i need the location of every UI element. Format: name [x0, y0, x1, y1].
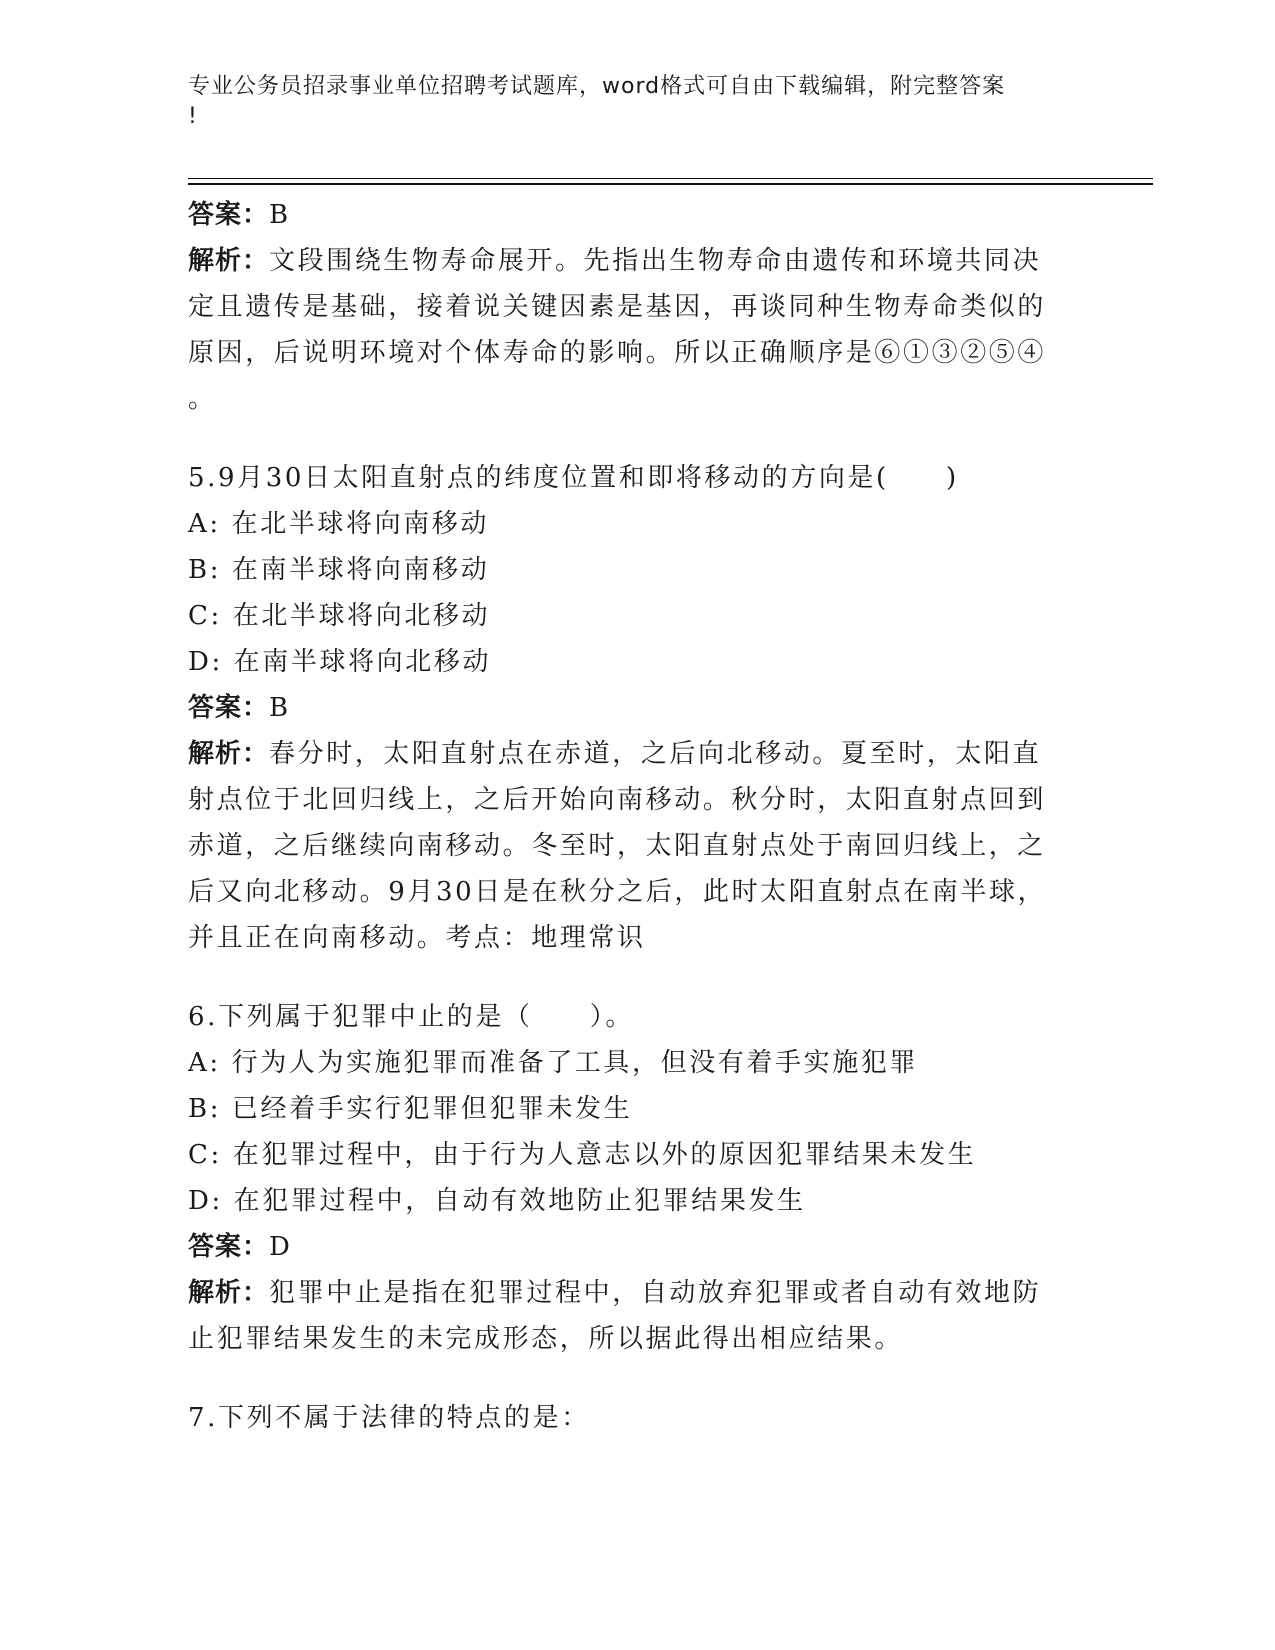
answer-value: D [269, 1232, 293, 1262]
q5-analysis-line-5: 并且正在向南移动。考点：地理常识 [188, 923, 646, 953]
q4-analysis-line-4: 。 [188, 384, 217, 414]
q6-option-b: B: 已经着手实行犯罪但犯罪未发生 [188, 1094, 633, 1124]
q5-option-a: A: 在北半球将向南移动 [188, 509, 490, 539]
q6-answer [188, 1224, 1068, 1270]
q5-answer [188, 685, 1068, 731]
q5-analysis-line-1 [188, 731, 1068, 777]
q6-question: 6.下列属于犯罪中止的是（ ）。 [188, 1002, 635, 1032]
q4-analysis-line-2: 定且遗传是基础，接着说关键因素是基因，再谈同种生物寿命类似的 [188, 292, 1047, 322]
analysis-label: 解析： [188, 739, 270, 769]
q5-analysis-line-2: 射点位于北回归线上，之后开始向南移动。秋分时，太阳直射点回到 [188, 785, 1047, 815]
q6-option-c: C: 在犯罪过程中，由于行为人意志以外的原因犯罪结果未发生 [188, 1140, 977, 1170]
analysis-label: 解析： [188, 1278, 270, 1308]
q6-option-a: A: 行为人为实施犯罪而准备了工具，但没有着手实施犯罪 [188, 1048, 919, 1078]
q6-analysis-line-2: 止犯罪结果发生的未完成形态，所以据此得出相应结果。 [188, 1324, 904, 1354]
analysis-label: 解析： [188, 246, 270, 276]
q4-analysis-line-3: 原因，后说明环境对个体寿命的影响。所以正确顺序是⑥①③②⑤④ [188, 338, 1047, 368]
q5-analysis-line-3: 赤道，之后继续向南移动。冬至时，太阳直射点处于南回归线上，之 [188, 831, 1047, 861]
analysis-text: 春分时，太阳直射点在赤道，之后向北移动。夏至时，太阳直 [269, 739, 1042, 769]
q5-option-d: D: 在南半球将向北移动 [188, 647, 492, 677]
answer-label: 答案： [188, 693, 270, 723]
answer-label: 答案： [188, 1232, 270, 1262]
answer-label: 答案： [188, 200, 270, 230]
q5-option-b: B: 在南半球将向南移动 [188, 555, 490, 585]
q6-option-d: D: 在犯罪过程中，自动有效地防止犯罪结果发生 [188, 1186, 806, 1216]
header-line-2: ! [188, 104, 198, 129]
q4-analysis-line-1 [188, 238, 1068, 284]
header-rule-thin [188, 178, 1153, 179]
q6-analysis-line-1 [188, 1270, 1068, 1316]
analysis-text: 犯罪中止是指在犯罪过程中，自动放弃犯罪或者自动有效地防 [269, 1278, 1042, 1308]
page-content [188, 192, 1068, 1441]
q5-question: 5.9月30日太阳直射点的纬度位置和即将移动的方向是( ) [188, 463, 959, 493]
header-line-1: 专业公务员招录事业单位招聘考试题库，word格式可自由下载编辑，附完整答案 [188, 74, 1006, 99]
header-rule-thick [188, 183, 1153, 185]
page-header [188, 72, 1068, 132]
answer-value: B [269, 200, 291, 230]
answer-value: B [269, 693, 291, 723]
analysis-text: 文段围绕生物寿命展开。先指出生物寿命由遗传和环境共同决 [269, 246, 1042, 276]
q7-question: 7.下列不属于法律的特点的是： [188, 1403, 590, 1433]
q5-option-c: C: 在北半球将向北移动 [188, 601, 491, 631]
q4-answer [188, 192, 1068, 238]
q5-analysis-line-4: 后又向北移动。9月30日是在秋分之后，此时太阳直射点在南半球， [188, 877, 1047, 907]
